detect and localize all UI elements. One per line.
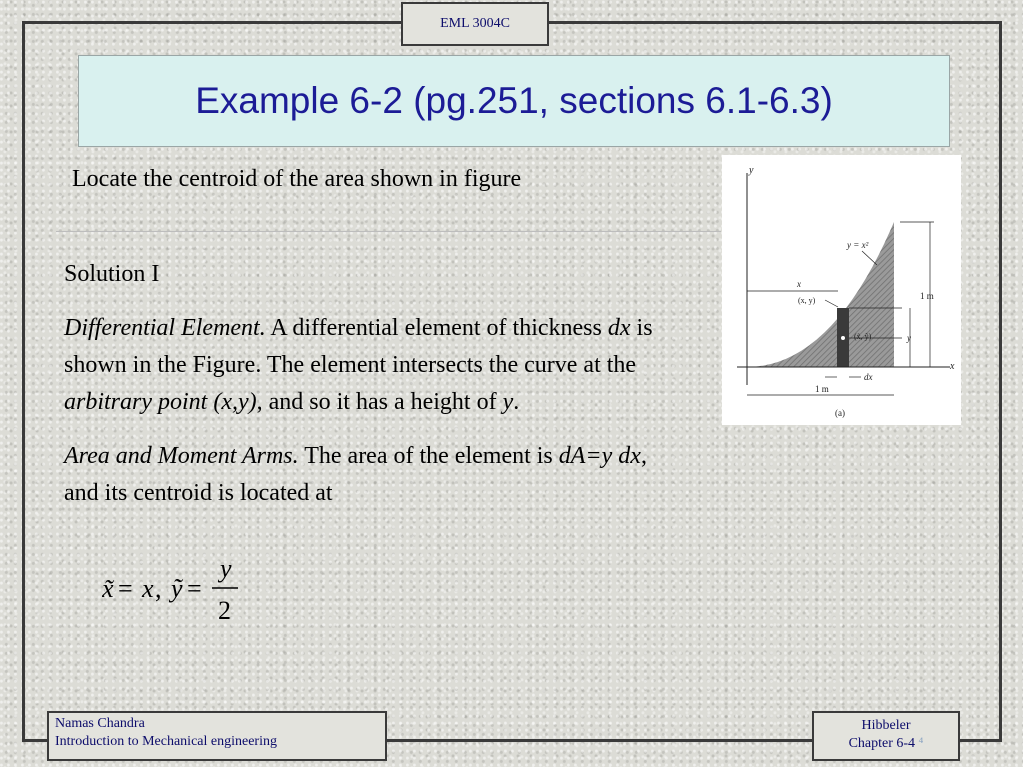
- para1-dx: dx: [607, 315, 631, 341]
- solution-body: [64, 256, 664, 529]
- area-moment-paragraph: [64, 438, 664, 512]
- eq-denominator: 2: [218, 596, 231, 625]
- eq-equals-2: =: [187, 574, 202, 603]
- course-code-box: [401, 2, 549, 46]
- point-label: (x, y): [798, 296, 816, 305]
- centroid-figure: [722, 155, 961, 425]
- footer-author: Namas Chandra: [55, 716, 145, 731]
- para2-text-2: , and its centroid is located at: [64, 443, 647, 506]
- width-1m-label: 1 m: [815, 384, 829, 394]
- centroid-marker: [841, 336, 845, 340]
- frame-bottom-left-line: [22, 739, 47, 742]
- height-1m-label: 1 m: [920, 291, 934, 301]
- differential-element-lead: Differential Element.: [64, 315, 266, 341]
- footer-course-title: Introduction to Mechanical engineering: [55, 734, 277, 749]
- figure-caption: (a): [835, 408, 845, 418]
- differential-element-paragraph: [64, 310, 664, 421]
- para1-y: y: [502, 389, 514, 415]
- eq-x: x: [142, 574, 154, 603]
- footer-author-box: [47, 711, 387, 761]
- dx-label: dx: [864, 372, 873, 382]
- eq-comma: ,: [155, 574, 162, 603]
- x-axis-label: x: [950, 361, 955, 372]
- para1-text-3: , and so it has a height of: [256, 389, 503, 415]
- centroid-label: (x̃, ỹ): [854, 332, 872, 341]
- centroid-equation: [102, 553, 242, 625]
- eq-numerator: y: [220, 554, 232, 583]
- footer-chapter-box: [812, 711, 960, 761]
- course-code: EML 3004C: [440, 16, 510, 31]
- x-dim-label: x: [797, 279, 801, 289]
- eq-equals-1: =: [118, 574, 133, 603]
- para1-arbitrary-point: arbitrary point (x,y): [64, 389, 257, 415]
- eq-x-tilde: x̃: [102, 574, 114, 603]
- footer-chapter: Chapter 6-4: [848, 736, 916, 751]
- frame-top-right-line: [548, 21, 1002, 24]
- section-divider: [56, 231, 721, 232]
- para1-text-2: is shown in the Figure. The element intersects the curve at the: [64, 315, 653, 378]
- frame-bottom-right-line: [960, 739, 1002, 742]
- frame-left-line: [22, 21, 25, 742]
- title-box: [78, 55, 950, 147]
- y-axis-label: y: [749, 165, 754, 176]
- para1-text-4: .: [513, 389, 520, 415]
- curve-leader: [862, 251, 877, 265]
- frame-right-line: [999, 21, 1002, 742]
- frame-bottom-mid-line: [387, 739, 812, 742]
- eq-y-tilde: ỹ: [171, 574, 183, 603]
- figure-diagram: [722, 155, 961, 425]
- y-dim-label: y: [907, 333, 911, 343]
- footer-page-mark: ⁴: [918, 736, 924, 751]
- shaded-area-hatch: [747, 222, 894, 367]
- frame-top-left-line: [22, 21, 402, 24]
- para2-dA: dA=y dx: [558, 443, 641, 469]
- page-title: Example 6-2 (pg.251, sections 6.1-6.3): [195, 80, 833, 121]
- solution-heading: Solution I: [64, 261, 160, 287]
- para1-text-1: A differential element of thickness: [265, 315, 608, 341]
- footer-book: Hibbeler: [861, 718, 911, 733]
- area-moment-lead: Area and Moment Arms.: [64, 443, 299, 469]
- para2-text-1: The area of the element is: [298, 443, 559, 469]
- problem-prompt: Locate the centroid of the area shown in figure: [72, 166, 522, 192]
- curve-label: y = x²: [847, 240, 869, 250]
- point-leader: [825, 300, 838, 307]
